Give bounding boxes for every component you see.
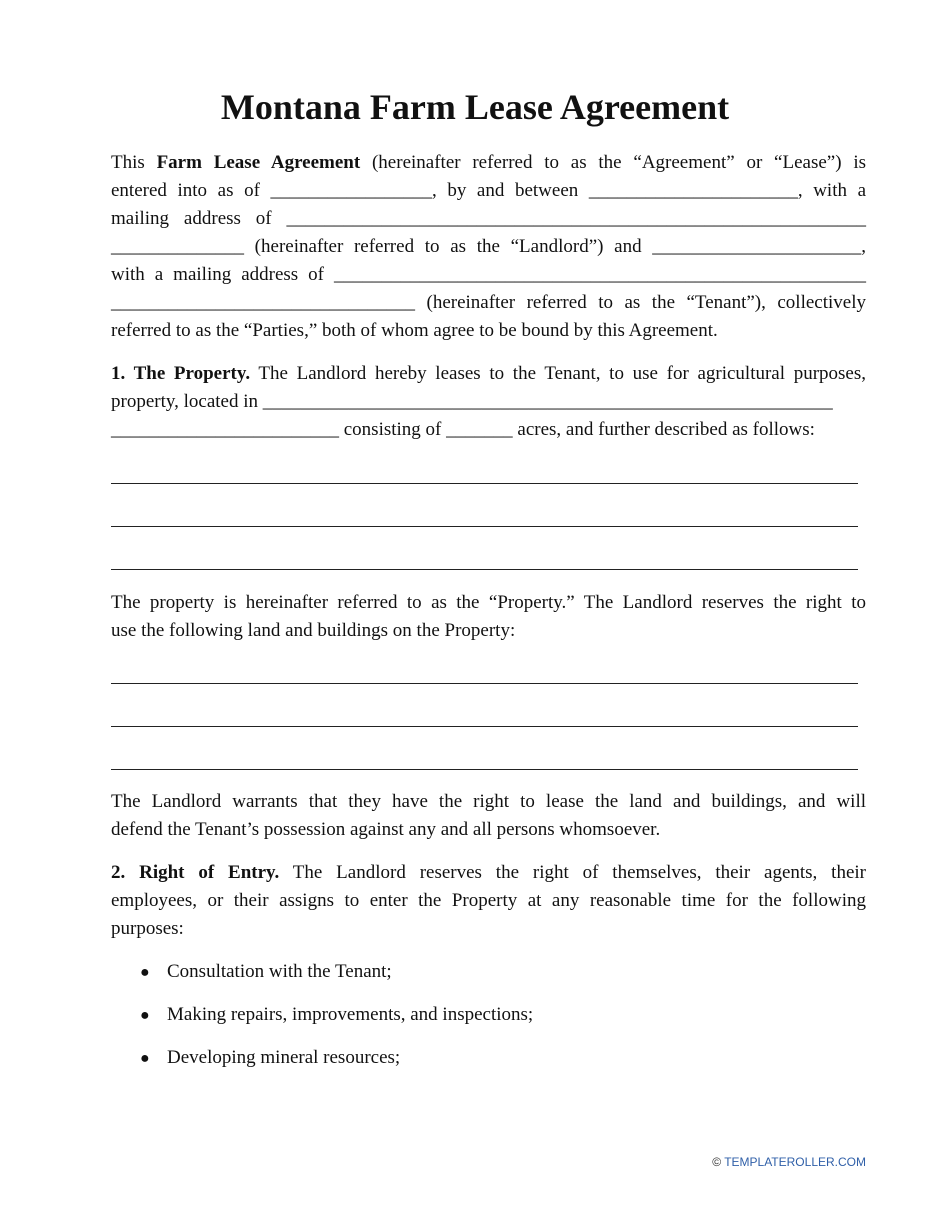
bullet-text: Consultation with the Tenant; [167, 961, 392, 982]
footer-site-link[interactable]: TEMPLATEROLLER.COM [724, 1155, 866, 1169]
section-2-line-3: purposes: [111, 918, 184, 939]
bullet-dot-icon: ● [140, 1050, 150, 1067]
intro-paragraph [111, 149, 866, 345]
section-1-line-1: 1. The Property. The Landlord hereby leases to the Tenant, to use for agricultural purposes, [111, 363, 866, 384]
section-1-line-2: property, located in ____________________________________________________________ [111, 391, 833, 412]
document-title: Montana Farm Lease Agreement [220, 87, 730, 127]
section-1-heading: 1. The Property. [111, 363, 251, 384]
warranty-line-1: The Landlord warrants that they have the right to lease the land and buildings, and will [111, 791, 866, 812]
warranty-paragraph [111, 788, 866, 844]
intro-line-7: referred to as the “Parties,” both of whom agree to be bound by this Agreement. [111, 320, 718, 341]
description-blank-line-1[interactable] [111, 483, 858, 484]
reserve-line-2: use the following land and buildings on the Property: [111, 620, 516, 641]
section-1-line-3: ________________________ consisting of _______ acres, and further described as follows: [111, 419, 815, 440]
bullet-text: Developing mineral resources; [167, 1047, 401, 1068]
intro-line-3: mailing address of _____________________________________________________________ [111, 208, 866, 229]
bullet-item [140, 1044, 400, 1073]
warranty-line-2: defend the Tenant’s possession against any and all persons whomsoever. [111, 819, 661, 840]
reserved-land-blank-line-1[interactable] [111, 683, 858, 684]
section-2-line-1: 2. Right of Entry. The Landlord reserves the right of themselves, their agents, their [111, 862, 866, 883]
bullet-dot-icon: ● [140, 1007, 150, 1024]
bullet-item [140, 958, 392, 987]
intro-line-2: entered into as of _________________, by and between ______________________, with a [111, 180, 866, 201]
footer-credit [712, 1154, 866, 1170]
section-2-heading: 2. Right of Entry. [111, 862, 280, 883]
section-2-line-2: employees, or their assigns to enter the Property at any reasonable time for the following [111, 890, 866, 911]
reserved-land-blank-line-2[interactable] [111, 726, 858, 727]
description-blank-line-2[interactable] [111, 526, 858, 527]
copyright-icon: © [712, 1155, 722, 1169]
reserved-land-blank-line-3[interactable] [111, 769, 858, 770]
reserve-line-1: The property is hereinafter referred to as the “Property.” The Landlord reserves the right to [111, 592, 866, 613]
bullet-item [140, 1001, 533, 1030]
section-2-paragraph [111, 859, 866, 943]
reserve-paragraph [111, 589, 866, 645]
intro-line-4: ______________ (hereinafter referred to as the “Landlord”) and ______________________, [111, 236, 866, 257]
intro-line-6: ________________________________ (hereinafter referred to as the “Tenant”), collectively [111, 292, 866, 313]
intro-line-1: This Farm Lease Agreement (hereinafter referred to as the “Agreement” or “Lease”) is [111, 152, 866, 173]
section-1-paragraph [111, 360, 866, 444]
bullet-text: Making repairs, improvements, and inspections; [167, 1004, 534, 1025]
bullet-dot-icon: ● [140, 964, 150, 981]
intro-line-5: with a mailing address of ________________________________________________________ [111, 264, 866, 285]
agreement-term: Farm Lease Agreement [156, 152, 361, 173]
description-blank-line-3[interactable] [111, 569, 858, 570]
